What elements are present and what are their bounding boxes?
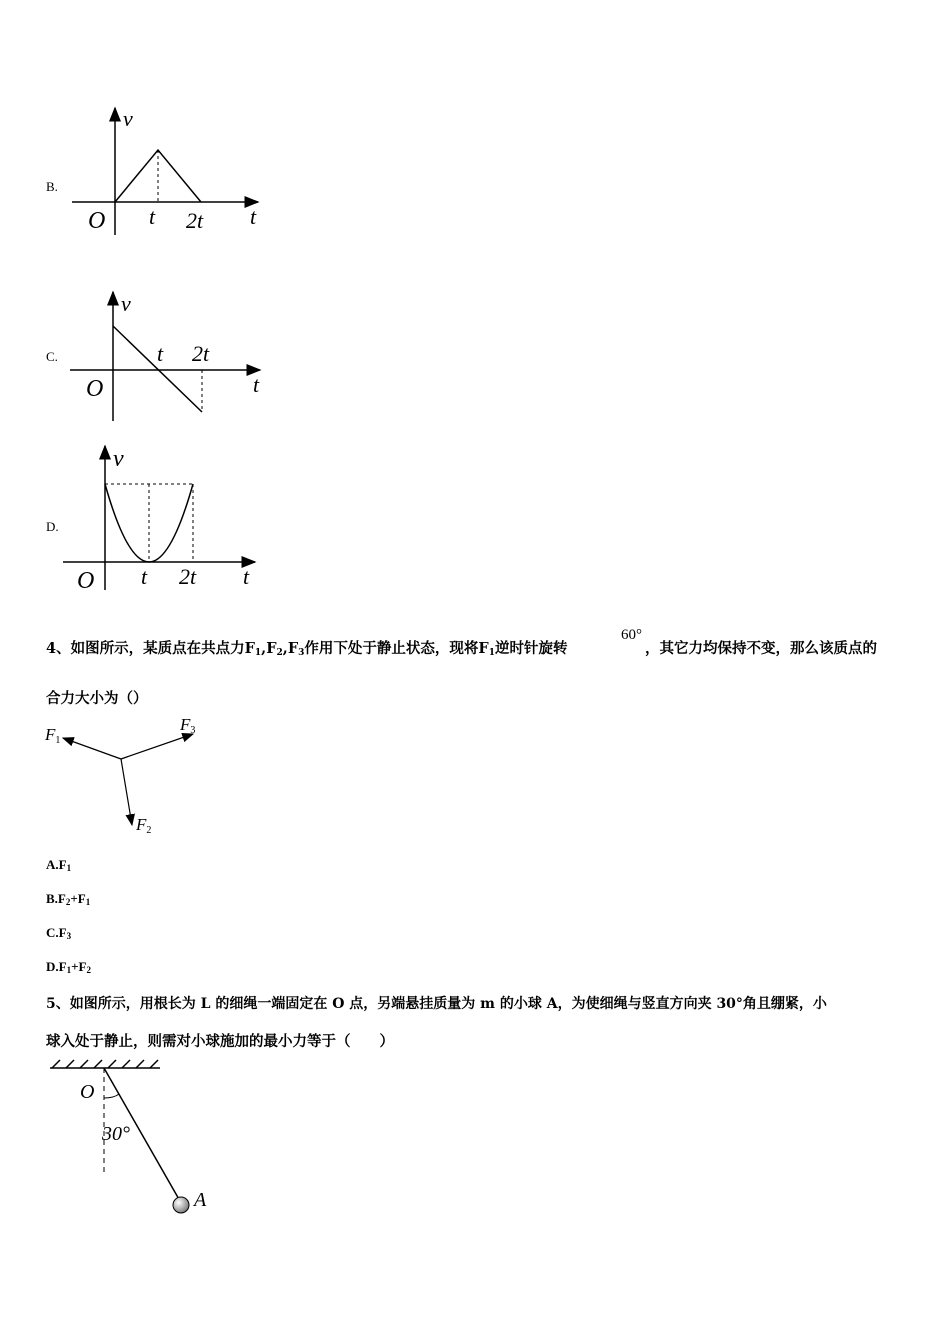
- angle-label: 30°: [102, 1123, 130, 1145]
- t-axis-label: t: [250, 204, 257, 229]
- ceiling-hatch: [52, 1060, 158, 1068]
- q4-line1: 4、如图所示，某质点在共点力$F_1,F_2,F_3$作用下处于静止状态，现将$F_1$逆时针旋转: [46, 640, 568, 658]
- pendulum-diagram: [44, 1058, 224, 1223]
- origin-label: O: [77, 568, 95, 594]
- q5-line2: 球入处于静止，则需对小球施加的最小力等于（ ）: [46, 1033, 394, 1050]
- option-d-label: D.: [46, 519, 59, 534]
- f1-label: F1: [45, 725, 61, 746]
- 2t-tick-label: 2t: [186, 208, 204, 233]
- q4-line2: 合力大小为（）: [46, 690, 148, 707]
- 2t-tick-label: 2t: [192, 341, 210, 366]
- graph-option-c: [60, 286, 270, 426]
- v-label: v: [113, 446, 124, 472]
- ball-a: [173, 1197, 189, 1213]
- v-t-curve: [113, 326, 202, 412]
- f3-label: F3: [180, 715, 196, 736]
- choice-a[interactable]: $A.F_1$: [46, 857, 72, 873]
- t-tick-label: t: [157, 341, 164, 366]
- t-tick-label: t: [149, 204, 156, 229]
- q5-line1: 5、如图所示，用根长为 L 的细绳一端固定在 O 点，另端悬挂质量为 m 的小球 A，为使细绳与竖直方向夹 30°角且绷紧，小: [46, 996, 827, 1012]
- choice-d[interactable]: $D.F_1+F_2$: [46, 959, 91, 975]
- angle-arc: [104, 1094, 119, 1098]
- t-axis-label: t: [253, 372, 260, 397]
- option-c-label: C.: [46, 349, 58, 364]
- ball-a-label: A: [194, 1189, 207, 1211]
- v-label: v: [121, 291, 131, 316]
- f3-arrow: [121, 734, 193, 759]
- origin-label: O: [86, 376, 104, 402]
- force-diagram: [40, 712, 220, 842]
- graph-option-d: [55, 440, 265, 595]
- option-b-label: B.: [46, 179, 58, 194]
- f2-arrow: [121, 759, 132, 825]
- f1-arrow: [63, 738, 121, 759]
- origin-label: O: [88, 208, 106, 234]
- graph-option-b: [60, 100, 270, 240]
- f2-label: F2: [136, 815, 152, 836]
- 2t-tick-label: 2t: [179, 564, 197, 589]
- t-axis-label: t: [243, 564, 250, 589]
- rotation-angle: 60°: [621, 627, 642, 643]
- choice-c[interactable]: $C.F_3$: [46, 925, 72, 941]
- choice-b[interactable]: $B.F_2+F_1$: [46, 891, 91, 907]
- t-tick-label: t: [141, 564, 148, 589]
- q4-line1-end: ，其它力均保持不变，那么该质点的: [645, 640, 877, 657]
- point-o-label: O: [80, 1081, 95, 1103]
- v-label: v: [123, 106, 133, 131]
